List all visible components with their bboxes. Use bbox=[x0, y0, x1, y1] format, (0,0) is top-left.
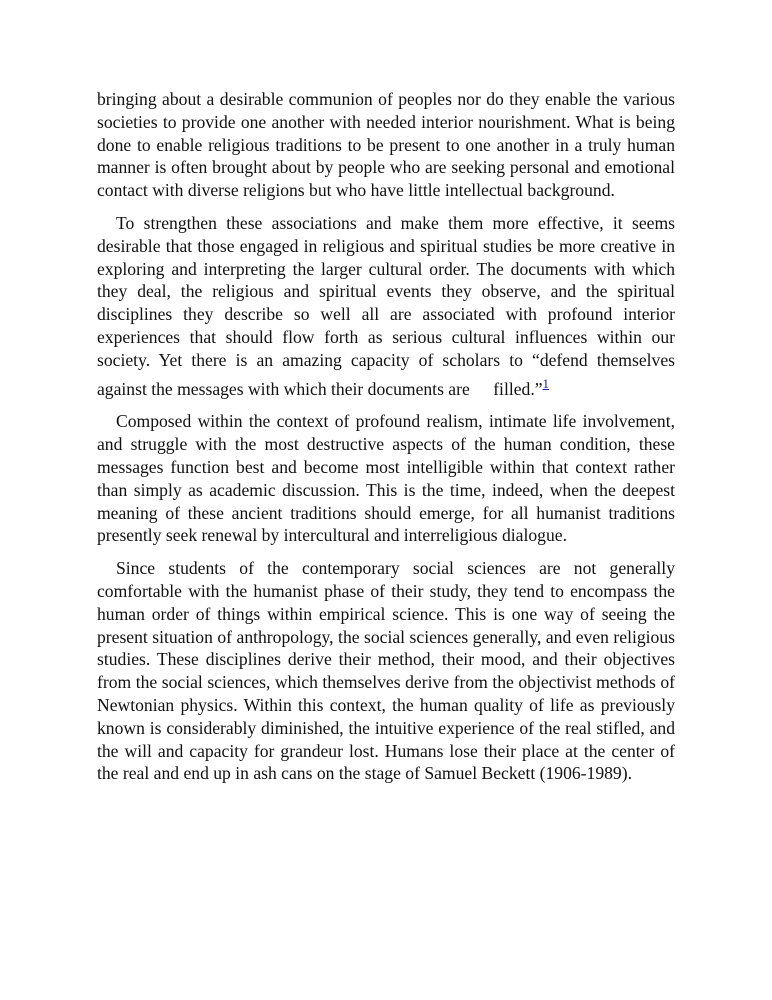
paragraph-4-text: Since students of the contemporary social sciences are not generally comfortable with the humanist phase of their study, they tend to encompass the human order of things within empirical science. This is one way of seeing the present situation of anthropology, the social sciences generally, and even religious studies. These disciplines derive their method, their mood, and their objectives from the social sciences, which themselves derive from the objectivist methods of Newtonian physics. Within this context, the human quality of life as previously known is considerably diminished, the intuitive experience of the real stifled, and the will and capacity for grandeur lost. Humans lose their place at the center of the real and end up in ash cans on the stage of Samuel Beckett (1906-1989). bbox=[97, 558, 675, 784]
paragraph-1-text: bringing about a desirable communion of peoples nor do they enable the various societies to provide one another with needed interior nourishment. What is being done to enable religious traditions to be present to one another in a truly human manner is often brought about by people who are seeking personal and emotional contact with diverse religions but who have little intellectual background. bbox=[97, 89, 675, 201]
paragraph-1 bbox=[97, 88, 675, 202]
paragraph-2 bbox=[97, 212, 675, 400]
paragraph-2-tail bbox=[474, 375, 550, 401]
footnote-link[interactable]: 1 bbox=[542, 375, 550, 391]
document-page bbox=[97, 88, 675, 795]
paragraph-2-tail-text: filled.” bbox=[493, 378, 543, 399]
paragraph-3-text: Composed within the context of profound realism, intimate life involvement, and struggle with the most destructive aspects of the human condition, these messages function best and become most intelligible within that context rather than simply as academic discussion. This is the time, indeed, when the deepest meaning of these ancient traditions should emerge, for all humanist traditions presently seek renewal by intercultural and interreligious dialogue. bbox=[97, 411, 675, 546]
paragraph-4 bbox=[97, 557, 675, 785]
paragraph-3 bbox=[97, 410, 675, 547]
paragraph-2-text: To strengthen these associations and make them more effective, it seems desirable that those engaged in religious and spiritual studies be more creative in exploring and interpreting the larger cultural order. The documents with which they deal, the religious and spiritual events they observe, and the spiritual disciplines they describe so well all are associated with profound interior experiences that should flow forth as serious cultural influences within our society. Yet there is an amazing capacity of scholars to “defend themselves against the messages with which their documents are bbox=[97, 212, 675, 399]
